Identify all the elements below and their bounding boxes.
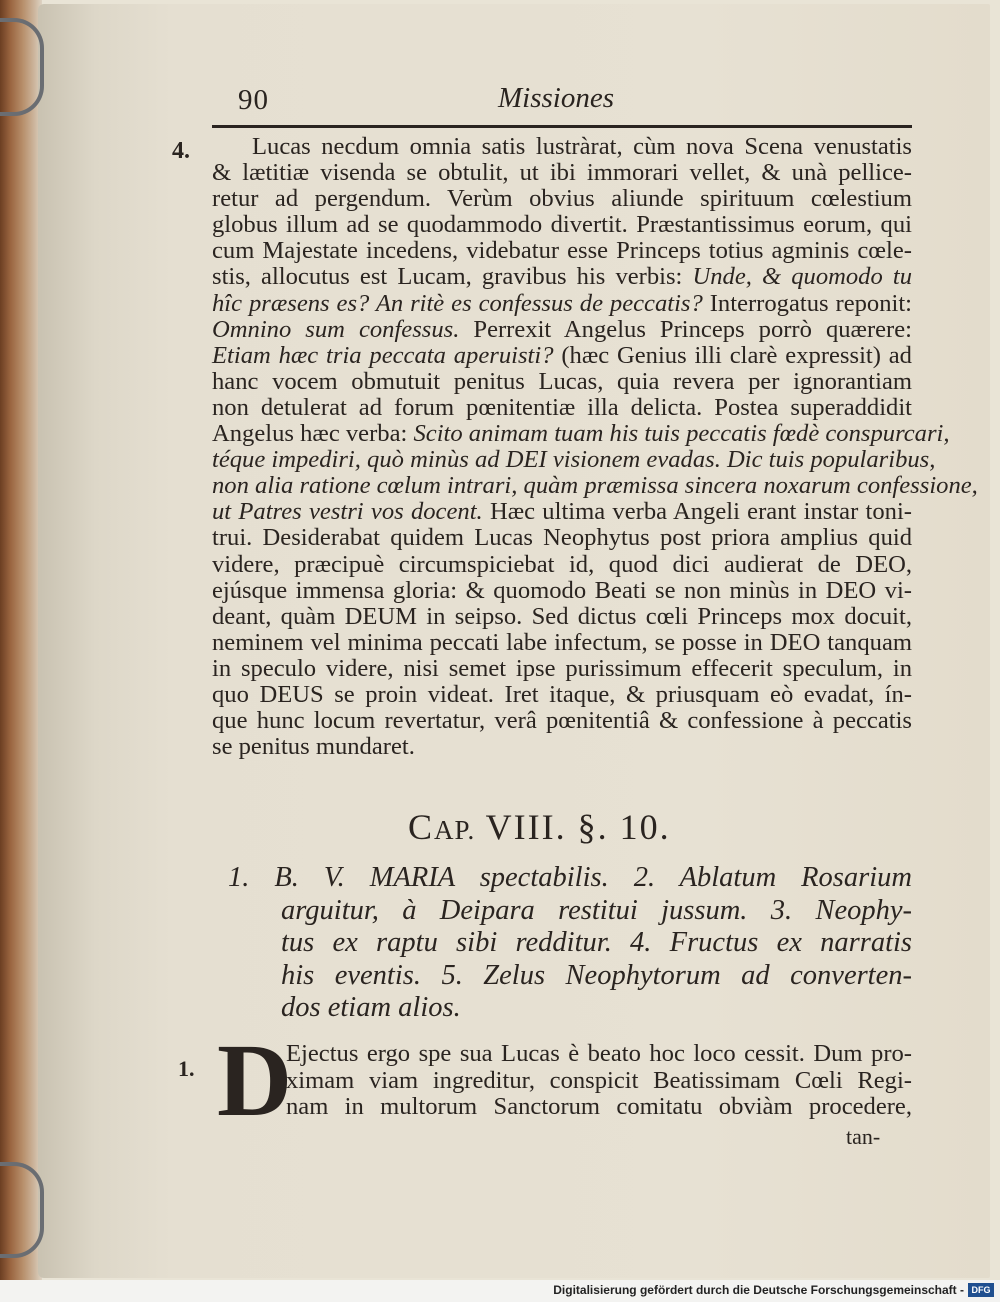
text-line: [212, 499, 912, 525]
text-line: [212, 525, 912, 551]
text-line: [212, 369, 912, 395]
text-line: [212, 604, 912, 630]
text-run: Lucas necdum omnia satis lustràrat, cùm nova Scena venustatis: [252, 133, 912, 160]
page-number: 90: [238, 84, 269, 116]
text-run: quo DEUS se proin videat. Iret itaque, & priusquam eò evadat, ín-: [212, 680, 912, 708]
paragraph-4: [212, 133, 978, 784]
chapter-summary: [228, 862, 912, 1025]
text-run: retur ad pergendum. Verùm obvius aliunde spirituum cœlestium: [212, 185, 912, 213]
text-line: [212, 160, 912, 186]
summary-line: his eventis. 5. Zelus Neophytorum ad converten-: [281, 959, 912, 991]
summary-line: dos etiam alios.: [281, 992, 461, 1023]
text-line: [212, 552, 912, 578]
text-run: videre, præcipuè circumspiciebat id, quod dici audierat de DEO,: [212, 550, 912, 578]
summary-line: tus ex raptu sibi redditur. 4. Fructus ex narratis: [281, 927, 912, 958]
head-rule: [212, 125, 912, 128]
text-run: (hæc Genius illi clarè expressit) ad: [553, 341, 912, 369]
text-line: [212, 317, 912, 343]
text-run: non detulerat ad forum pœnitentiæ illa delicta. Postea superaddidit: [212, 393, 912, 421]
footer-credit: Digitalisierung gefördert durch die Deutsche Forschungsgemeinschaft -: [553, 1283, 964, 1297]
text-line: [212, 186, 912, 212]
text-line: [212, 238, 912, 264]
italic-run: hîc præsens es? An ritè es confessus de peccatis?: [212, 289, 703, 317]
text-line: [212, 420, 950, 448]
book-fore-edge: [0, 0, 42, 1280]
text-run: ejúsque immensa gloria: & quomodo Beati se non minùs in DEO vi-: [212, 576, 912, 604]
text-line: [212, 212, 912, 238]
text-line: [212, 291, 912, 317]
text-run: globus illum ad se quodammodo divertit. Præstantissimus eorum, qui: [212, 211, 912, 239]
text-run: neminem vel minima peccati labe infectum, se posse in DEO tanquam: [212, 628, 912, 656]
text-run: Interrogatus reponit:: [702, 289, 913, 317]
paragraph-number-1: 1.: [178, 1056, 195, 1081]
summary-line: 1. B. V. MARIA spectabilis. 2. Ablatum Rosarium: [228, 862, 912, 893]
italic-run: Omnino sum confessus.: [212, 315, 460, 343]
paper-clip-top: [0, 18, 44, 116]
text-line: nam in multorum Sanctorum comitatu obviàm procedere,: [286, 1093, 912, 1120]
text-run: cum Majestate incedens, videbatur esse Princeps totius agminis cœle-: [212, 237, 912, 265]
text-line: ximam viam ingreditur, conspicit Beatissimam Cœli Regi-: [286, 1066, 912, 1094]
text-line: [212, 708, 912, 734]
footer-bar: [0, 1280, 1000, 1302]
text-run: & lætitiæ visenda se obtulit, ut ibi immorari vellet, & unà pellice-: [212, 159, 912, 187]
text-run: que hunc locum revertatur, verâ pœnitentiâ & confessione à peccatis: [212, 707, 912, 735]
catchword: tan-: [846, 1124, 881, 1149]
paper-clip-bottom: [0, 1162, 44, 1258]
italic-run: non alia ratione cœlum intrari, quàm præmissa sincera noxarum confessione,: [212, 472, 978, 500]
dfg-logo: DFG: [968, 1283, 994, 1297]
text-line: [212, 395, 912, 421]
chapter-heading: [408, 806, 671, 848]
running-title: Missiones: [498, 82, 614, 114]
text-line: [212, 134, 912, 160]
italic-run: Unde, & quomodo tu: [692, 263, 913, 291]
text-run: se penitus mundaret.: [212, 733, 415, 761]
text-line: [212, 343, 912, 369]
text-run: hanc vocem obmutuit penitus Lucas, quia revera per ignorantiam: [212, 367, 912, 395]
text-line: [212, 656, 912, 682]
text-run: trui. Desiderabat quidem Lucas Neophytus post priora amplius quid: [212, 524, 912, 552]
text-line: [212, 578, 912, 604]
paragraph-1: [286, 1041, 912, 1121]
text-run: in speculo videre, nisi semet ipse purissimum effecerit speculum, in: [212, 654, 912, 682]
text-line: [212, 734, 912, 760]
text-run: Angelus hæc verba:: [212, 420, 414, 448]
italic-run: Scito animam tuam his tuis peccatis fœdè conspurcari,: [413, 420, 950, 448]
italic-run: ut Patres vestri vos docent.: [212, 498, 483, 526]
text-run: Hæc ultima verba Angeli erant instar toni-: [482, 498, 912, 526]
paragraph-number-4: 4.: [172, 138, 190, 164]
chapter-heading-initial: C: [408, 807, 435, 847]
running-head: [210, 78, 910, 118]
text-run: stis, allocutus est Lucam, gravibus his verbis:: [212, 263, 693, 291]
text-line: [212, 446, 936, 474]
chapter-heading-number: VIII. §. 10.: [475, 807, 671, 847]
text-line: [212, 472, 978, 500]
text-run: Perrexit Angelus Princeps porrò quærere:: [459, 315, 912, 343]
text-line: [212, 630, 912, 656]
text-run: deant, quàm DEUM in seipso. Sed dictus cœli Princeps mox docuit,: [212, 602, 912, 630]
text-line: [212, 264, 912, 290]
drop-cap: D: [217, 1023, 293, 1138]
summary-line: arguitur, à Deipara restitui jussum. 3. Neophy-: [281, 894, 912, 926]
italic-run: Etiam hæc tria peccata aperuisti?: [212, 341, 554, 369]
text-line: Ejectus ergo spe sua Lucas è beato hoc loco cessit. Dum pro-: [286, 1040, 912, 1067]
chapter-heading-smallcaps: AP.: [434, 815, 476, 845]
italic-run: téque impediri, quò minùs ad DEI visionem evadas. Dic tuis popularibus,: [212, 446, 936, 474]
text-line: [212, 682, 912, 708]
